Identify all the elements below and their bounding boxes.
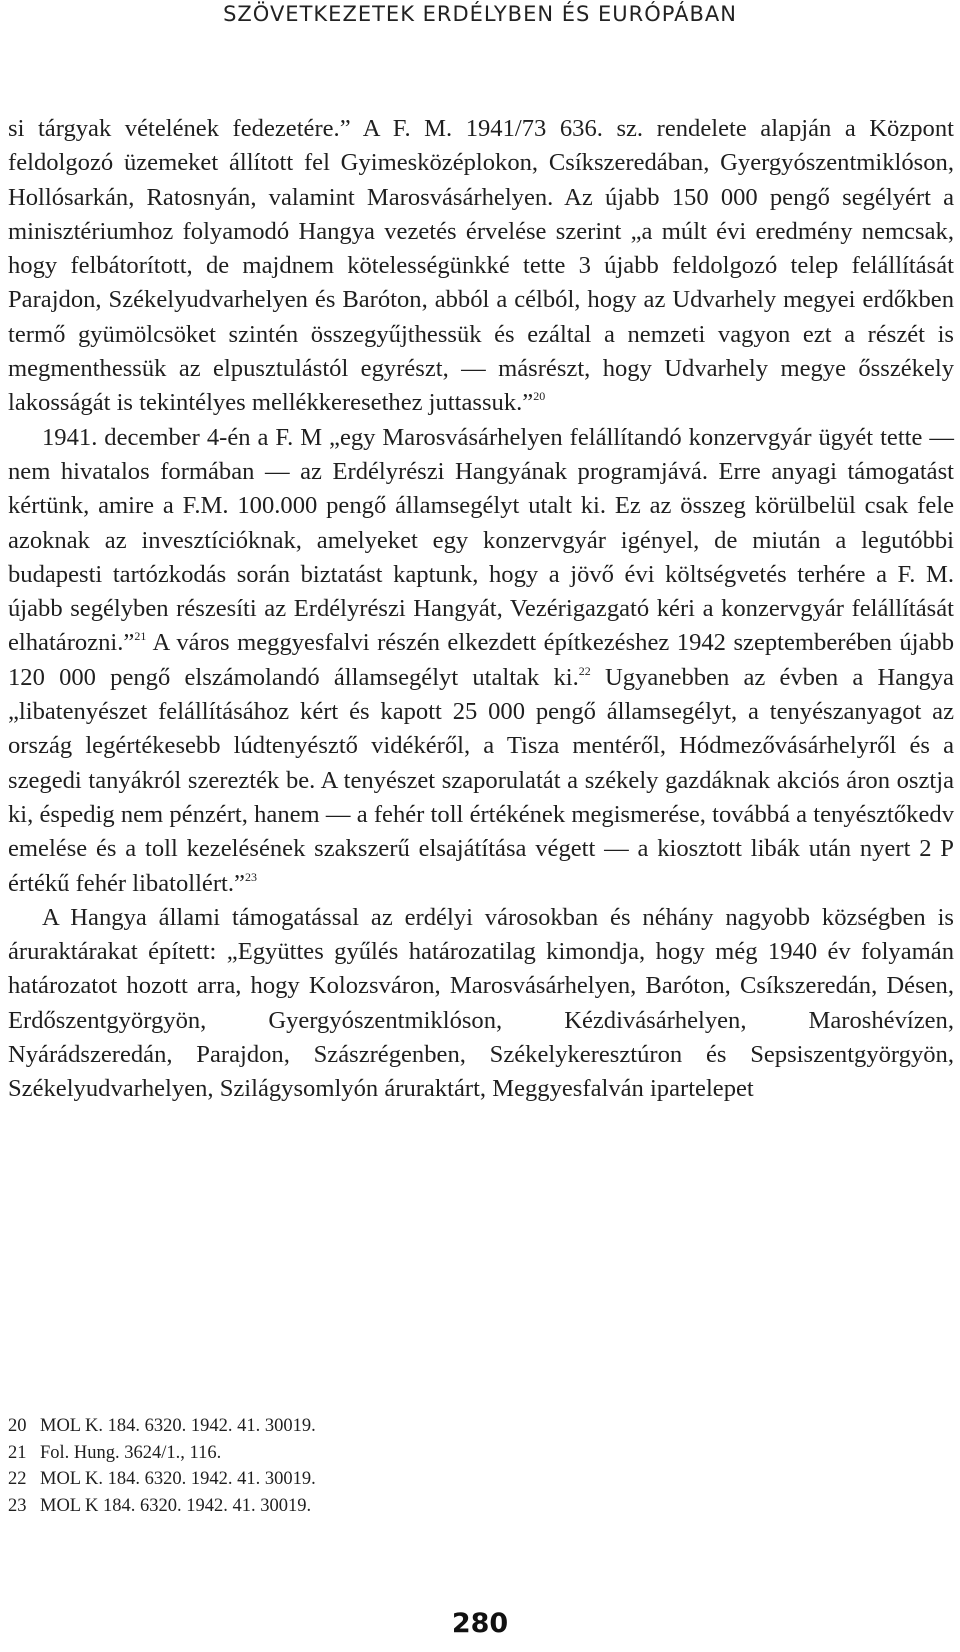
paragraph-2-text-a: 1941. december 4-én a F. M „egy Marosvásárhelyen felállítandó konzervgyár ügyét tette — nem hivatalos formában — az Erdélyrészi Hangyának programjává. Erre anyagi támogatást kértünk, amire a F.M. 100.000 pengő államsegélyt utalt ki. Ez az összeg körülbelül csak fele azoknak az invesztícióknak, amelyeket egy konzervgyár igényel, de miután a legutóbbi budapesti tartózkodás során biztatást kaptunk, hogy a jövő évi költségvetés terhére a F. M. újabb segélyben részesíti az Erdélyrészi Hangyát, Vezérigazgató kéri a konzervgyár felállítását elhatározni.” xyxy=(8,423,954,657)
footnote-ref-22: 22 xyxy=(578,663,591,678)
paragraph-3-text: A Hangya állami támogatással az erdélyi városokban és néhány nagyobb községben is áruraktárakat épített: „Együttes gyűlés határozatilag kimondja, hogy még 1940 év folyamán határozatot hozott arra, hogy Kolozsváron, Marosvásárhelyen, Baróton, Csíkszeredán, Désen, Erdőszentgyörgyön, Gyergyószentmiklóson, Kézdivásárhelyen, Maroshévízen, Nyárádszeredán, Parajdon, Szászrégenben, Székelykeresztúron és Sepsiszentgyörgyön, Székelyudvarhelyen, Szilágysomlyón áruraktárt, Meggyesfalván ipartelepet xyxy=(8,903,954,1103)
main-text xyxy=(8,112,954,1107)
paragraph-1-text: si tárgyak vételének fedezetére.” A F. M. 1941/73 636. sz. rendelete alapján a Központ feldolgozó üzemeket állított fel Gyimesközéplokon, Csíkszeredában, Gyergyószentmiklóson, Hollósarkán, Ratosnyán, valamint Marosvásárhelyen. Az újabb 150 000 pengő segélyért a minisztériumhoz folyamodó Hangya vezetés érvelése szerint „a múlt évi eredmény nemcsak, hogy felbátorított, de majdnem kötelességünkké tette 3 újabb feldolgozó telep felállítását Parajdon, Székelyudvarhelyen és Baróton, abból a célból, hogy az Udvarhely megyei erdőkben termő gyümölcsöket szintén összegyűjthessük és ezáltal a nemzeti vagyon ezt a részét is megmenthessük az elpusztulástól egyrészt, — másrészt, hogy Udvarhely megye ősszékely lakosságát is tekintélyes mellékkeresethez juttassuk.” xyxy=(8,115,954,417)
paragraph-2-text-b: A város meggyesfalvi részén elkezdett építkezéshez 1942 szeptemberében újabb 120 000 pengő elszámolandó államsegélyt utaltak ki. xyxy=(8,629,954,691)
footnote-text: MOL K 184. 6320. 1942. 41. 30019. xyxy=(40,1495,312,1516)
footnote-20 xyxy=(8,1413,908,1440)
footnote-ref-23: 23 xyxy=(244,869,257,884)
footnote-number: 23 xyxy=(8,1495,27,1516)
paragraph-3 xyxy=(8,901,954,1107)
paragraph-2-text-c: Ugyanebben az évben a Hangya „libatenyészet felállításához kért és kapott 25 000 pengő államsegélyt, a tenyészanyagot az ország legértékesebb lúdtenyésztő vidékéről, a Tisza mentéről, Hódmezővásárhelyről és a szegedi tanyákról szerezték be. A tenyészet szaporulatát a székely gazdáknak akciós áron osztja ki, éspedig nem pénzért, hanem — a fehér toll értékének megismerése, továbbá a tenyésztőkedv emelése és a toll kezelésének szakszerű elsajátítása végett — a kiosztott libák után nyert 2 P értékű fehér libatollért.” xyxy=(8,663,954,897)
footnote-text: Fol. Hung. 3624/1., 116. xyxy=(40,1442,222,1463)
footnote-ref-21: 21 xyxy=(134,629,147,644)
footnote-21 xyxy=(8,1440,908,1467)
footnote-22 xyxy=(8,1466,908,1493)
footnote-number: 22 xyxy=(8,1469,27,1489)
footnote-ref-20: 20 xyxy=(533,389,546,404)
footnote-23 xyxy=(8,1493,908,1520)
running-title: SZÖVETKEZETEK ERDÉLYBEN ÉS EURÓPÁBAN xyxy=(223,2,737,26)
page-number: 280 xyxy=(451,1608,509,1639)
paragraph-1 xyxy=(8,112,954,421)
footnote-number: 20 xyxy=(8,1416,27,1436)
footnote-number: 21 xyxy=(8,1442,27,1463)
footnote-text: MOL K. 184. 6320. 1942. 41. 30019. xyxy=(40,1416,316,1436)
footnotes xyxy=(8,1413,908,1519)
paragraph-2 xyxy=(8,421,954,901)
footnote-text: MOL K. 184. 6320. 1942. 41. 30019. xyxy=(40,1469,316,1489)
